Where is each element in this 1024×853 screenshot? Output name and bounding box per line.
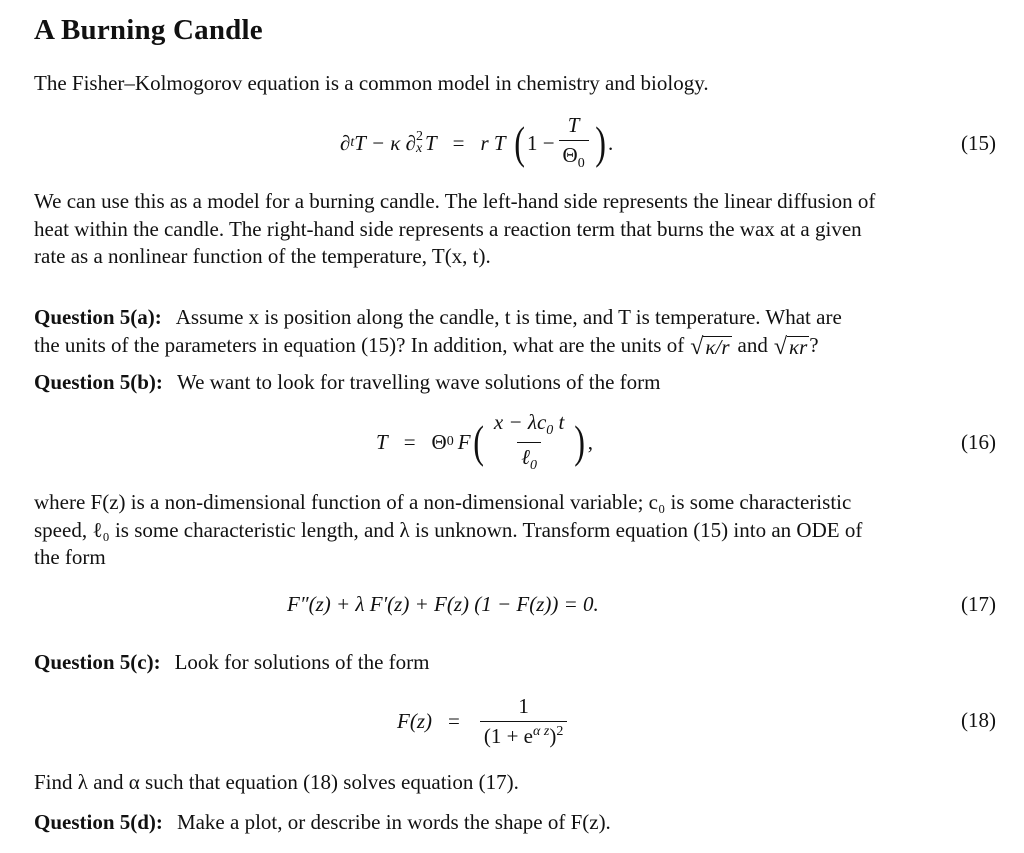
equation-16 [0,410,1024,473]
question-5d-label: Question 5(d): [34,810,163,834]
intro-paragraph [34,70,996,98]
page-title: A Burning Candle [34,14,263,46]
intro-text: The Fisher–Kolmogorov equation is a common model in chemistry and biology. [34,71,709,95]
question-5c-label: Question 5(c): [34,650,161,674]
question-5d-line: Question 5(d): Make a plot, or describe in words the shape of F(z). [34,810,611,834]
equation-15-number: (15) [961,131,996,155]
equation-15-body: ∂ t T − κ ∂ 2 x T = r T ( 1 − $\frac{T}{\Theta_0}$ ) . [340,113,614,172]
paragraph-transform: where F(z) is a non-dimensional function of a non-dimensional variable; c₀ is some characteristic speed, ℓ₀ is some characteristic length, and λ is unknown. Transform equation (15) into an ODE of the form [34,490,863,569]
equation-18 [0,690,1024,752]
find-lambda-alpha-line: Find λ and α such that equation (18) solves equation (17). [34,770,519,794]
sqrt-kappa-r: √ κr [773,334,808,360]
equation-17-body: F″(z) + λ F′(z) + F(z) (1 − F(z)) = 0. [287,592,599,616]
equation-17 [0,592,1024,620]
question-5a-label: Question 5(a): [34,305,162,329]
equation-18-body: F(z) = $\frac{1}{(1 + e^{\alpha z})^2}$ [397,690,571,752]
equation-16-body: T = Θ 0 F ( $\frac{x - \lambda c_0 t}{\ell_0}$ ) , [376,410,593,473]
equation-15 [0,113,1024,172]
equation-18-fraction: $\frac{1}{(1 + e^{\alpha z})^2}$ [480,694,567,749]
question-5a-line2: the units of the parameters in equation (15)? In addition, what are the units of √ κ/r and √ κr ? [34,333,819,360]
equation-15-fraction: $\frac{T}{\Theta_0}$ [559,113,589,172]
equation-16-fraction: $\frac{x - \lambda c_0 t}{\ell_0}$ [493,410,565,473]
question-5b-label: Question 5(b): [34,370,163,394]
question-5c-line: Question 5(c): Look for solutions of the form [34,650,430,674]
paragraph-candle-model: We can use this as a model for a burning candle. The left-hand side represents the linear diffusion of heat within the candle. The right-hand side represents a reaction term that burns the wax at a given rate as a nonlinear function of the temperature, T(x, t). [34,189,876,268]
equation-17-number: (17) [961,592,996,616]
question-5b-line: Question 5(b): We want to look for travelling wave solutions of the form [34,370,661,394]
equation-18-number: (18) [961,708,996,732]
sqrt-kappa-over-r: √ κ/r [690,334,730,360]
equation-16-number: (16) [961,430,996,454]
question-5a-line1: Question 5(a): Assume x is position along the candle, t is time, and T is temperature. What are [34,305,842,329]
